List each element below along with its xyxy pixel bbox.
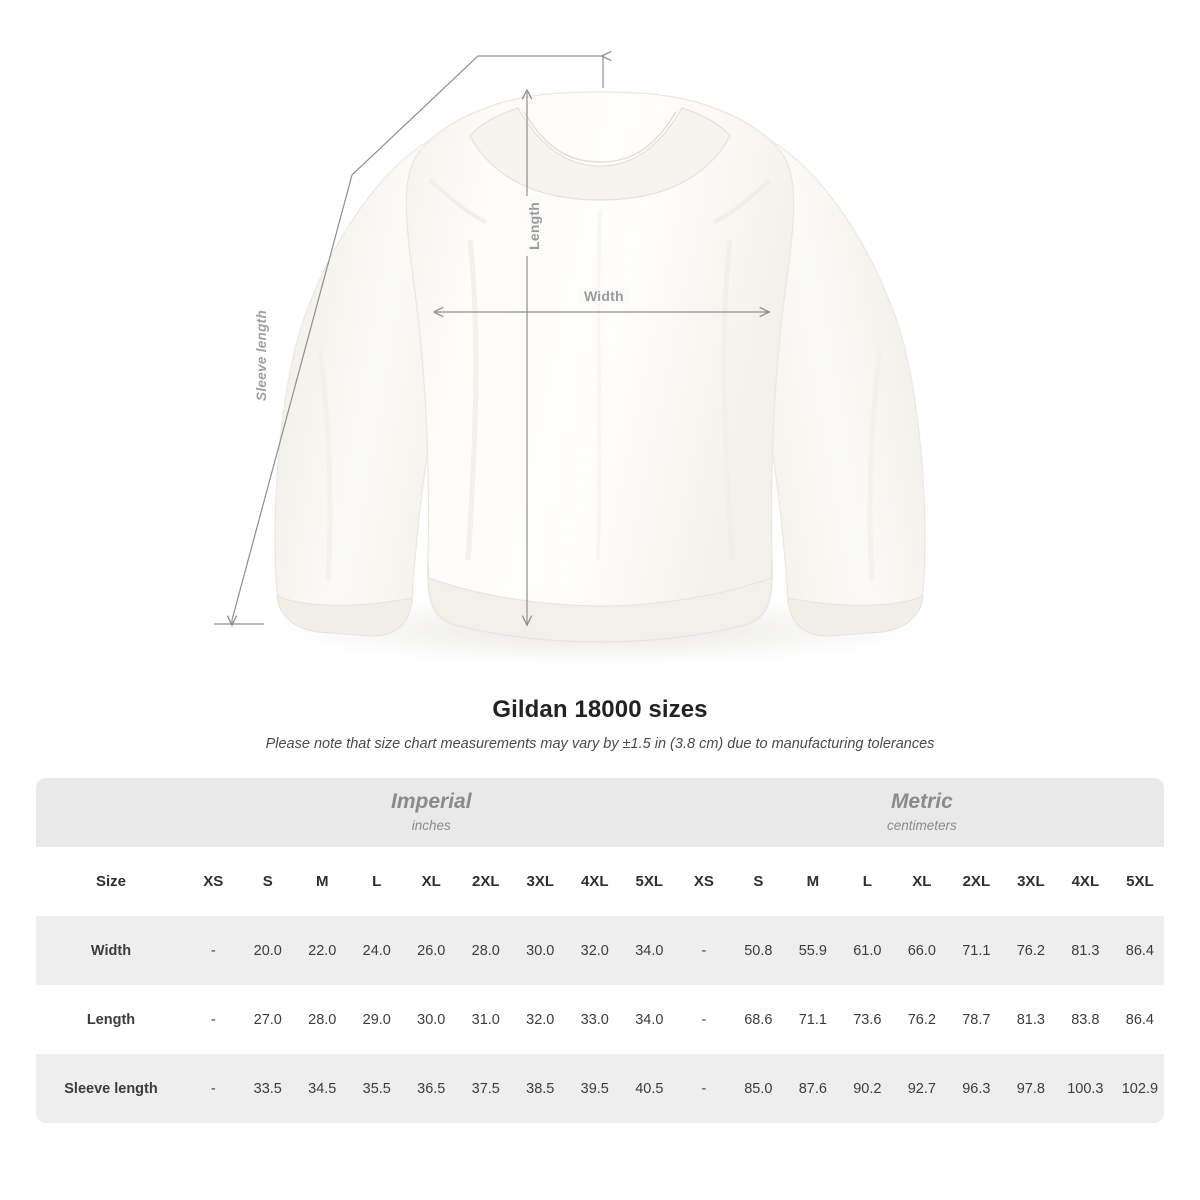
width-dimension-label: Width	[578, 288, 630, 304]
sleeve-metric-m: 87.6	[786, 1054, 841, 1123]
width-imperial-xl: 26.0	[404, 916, 459, 985]
length-metric-5xl: 86.4	[1113, 985, 1164, 1054]
width-metric-s: 50.8	[731, 916, 786, 985]
sleeve-imperial-m: 34.5	[295, 1054, 350, 1123]
width-metric-l: 61.0	[840, 916, 895, 985]
width-metric-xl: 66.0	[895, 916, 950, 985]
length-metric-xl: 76.2	[895, 985, 950, 1054]
sleeve-imperial-xl: 36.5	[404, 1054, 459, 1123]
length-metric-l: 73.6	[840, 985, 895, 1054]
sleeve-imperial-5xl: 40.5	[622, 1054, 677, 1123]
length-imperial-2xl: 31.0	[459, 985, 514, 1054]
width-imperial-m: 22.0	[295, 916, 350, 985]
sleeve-metric-xs: -	[677, 1054, 732, 1123]
page-title: Gildan 18000 sizes	[492, 696, 708, 723]
size-header-metric-5xl: 5XL	[1113, 847, 1164, 916]
size-header-metric-xs: XS	[677, 847, 732, 916]
width-imperial-2xl: 28.0	[459, 916, 514, 985]
length-imperial-4xl: 33.0	[568, 985, 623, 1054]
metric-system-label: Metric	[890, 789, 953, 813]
length-imperial-xs: -	[186, 985, 241, 1054]
size-header-metric-l: L	[840, 847, 895, 916]
length-dimension-label: Length	[526, 196, 542, 256]
metric-unit-label: centimeters	[886, 817, 957, 833]
sleeve-metric-4xl: 100.3	[1058, 1054, 1113, 1123]
width-metric-xs: -	[677, 916, 732, 985]
size-header-imperial-xs: XS	[186, 847, 241, 916]
length-imperial-5xl: 34.0	[622, 985, 677, 1054]
width-imperial-xs: -	[186, 916, 241, 985]
size-table-wrapper	[36, 778, 1164, 1123]
size-header-metric-xl: XL	[895, 847, 950, 916]
length-metric-4xl: 83.8	[1058, 985, 1113, 1054]
unit-spacer-cell	[36, 778, 186, 847]
size-header-metric-4xl: 4XL	[1058, 847, 1113, 916]
sleeve-imperial-3xl: 38.5	[513, 1054, 568, 1123]
length-metric-3xl: 81.3	[1004, 985, 1059, 1054]
width-metric-m: 55.9	[786, 916, 841, 985]
length-imperial-3xl: 32.0	[513, 985, 568, 1054]
length-imperial-l: 29.0	[350, 985, 405, 1054]
length-metric-xs: -	[677, 985, 732, 1054]
table-row	[36, 985, 1164, 1054]
length-imperial-xl: 30.0	[404, 985, 459, 1054]
title-block	[0, 696, 1200, 752]
sleeve-metric-s: 85.0	[731, 1054, 786, 1123]
sleeve-metric-l: 90.2	[840, 1054, 895, 1123]
sleeve-metric-xl: 92.7	[895, 1054, 950, 1123]
size-table	[36, 778, 1164, 1123]
row-label-sleeve-length: Sleeve length	[36, 1054, 186, 1123]
length-metric-m: 71.1	[786, 985, 841, 1054]
width-imperial-3xl: 30.0	[513, 916, 568, 985]
unit-header-row	[36, 778, 1164, 847]
sleeve-imperial-xs: -	[186, 1054, 241, 1123]
imperial-unit-label: inches	[411, 817, 451, 833]
table-row	[36, 1054, 1164, 1123]
length-metric-s: 68.6	[731, 985, 786, 1054]
size-header-imperial-xl: XL	[404, 847, 459, 916]
width-imperial-5xl: 34.0	[622, 916, 677, 985]
sleeve-imperial-4xl: 39.5	[568, 1054, 623, 1123]
width-imperial-l: 24.0	[350, 916, 405, 985]
width-metric-5xl: 86.4	[1113, 916, 1164, 985]
sleeve-metric-2xl: 96.3	[949, 1054, 1004, 1123]
length-imperial-s: 27.0	[241, 985, 296, 1054]
width-metric-3xl: 76.2	[1004, 916, 1059, 985]
width-metric-4xl: 81.3	[1058, 916, 1113, 985]
sleeve-imperial-2xl: 37.5	[459, 1054, 514, 1123]
size-header-imperial-2xl: 2XL	[459, 847, 514, 916]
width-imperial-s: 20.0	[241, 916, 296, 985]
length-imperial-m: 28.0	[295, 985, 350, 1054]
size-header-imperial-l: L	[350, 847, 405, 916]
size-header-imperial-s: S	[241, 847, 296, 916]
sleeve-imperial-s: 33.5	[241, 1054, 296, 1123]
sleeve-imperial-l: 35.5	[350, 1054, 405, 1123]
size-header-imperial-4xl: 4XL	[568, 847, 623, 916]
size-header-imperial-3xl: 3XL	[513, 847, 568, 916]
length-metric-2xl: 78.7	[949, 985, 1004, 1054]
size-header-metric-2xl: 2XL	[949, 847, 1004, 916]
size-header-row	[36, 847, 1164, 916]
width-metric-2xl: 71.1	[949, 916, 1004, 985]
size-header-metric-3xl: 3XL	[1004, 847, 1059, 916]
sleeve-length-dimension-label: Sleeve length	[254, 310, 269, 401]
size-header-imperial-5xl: 5XL	[622, 847, 677, 916]
imperial-system-label: Imperial	[391, 789, 472, 813]
size-column-header: Size	[36, 847, 186, 916]
imperial-unit-cell	[186, 778, 677, 847]
size-header-metric-s: S	[731, 847, 786, 916]
table-row	[36, 916, 1164, 985]
sleeve-metric-3xl: 97.8	[1004, 1054, 1059, 1123]
tolerance-note: Please note that size chart measurements may vary by ±1.5 in (3.8 cm) due to manufacturing tolerances	[265, 736, 935, 752]
row-label-width: Width	[36, 916, 186, 985]
metric-unit-cell	[677, 778, 1164, 847]
size-header-imperial-m: M	[295, 847, 350, 916]
width-imperial-4xl: 32.0	[568, 916, 623, 985]
row-label-length: Length	[36, 985, 186, 1054]
sleeve-metric-5xl: 102.9	[1113, 1054, 1164, 1123]
size-header-metric-m: M	[786, 847, 841, 916]
